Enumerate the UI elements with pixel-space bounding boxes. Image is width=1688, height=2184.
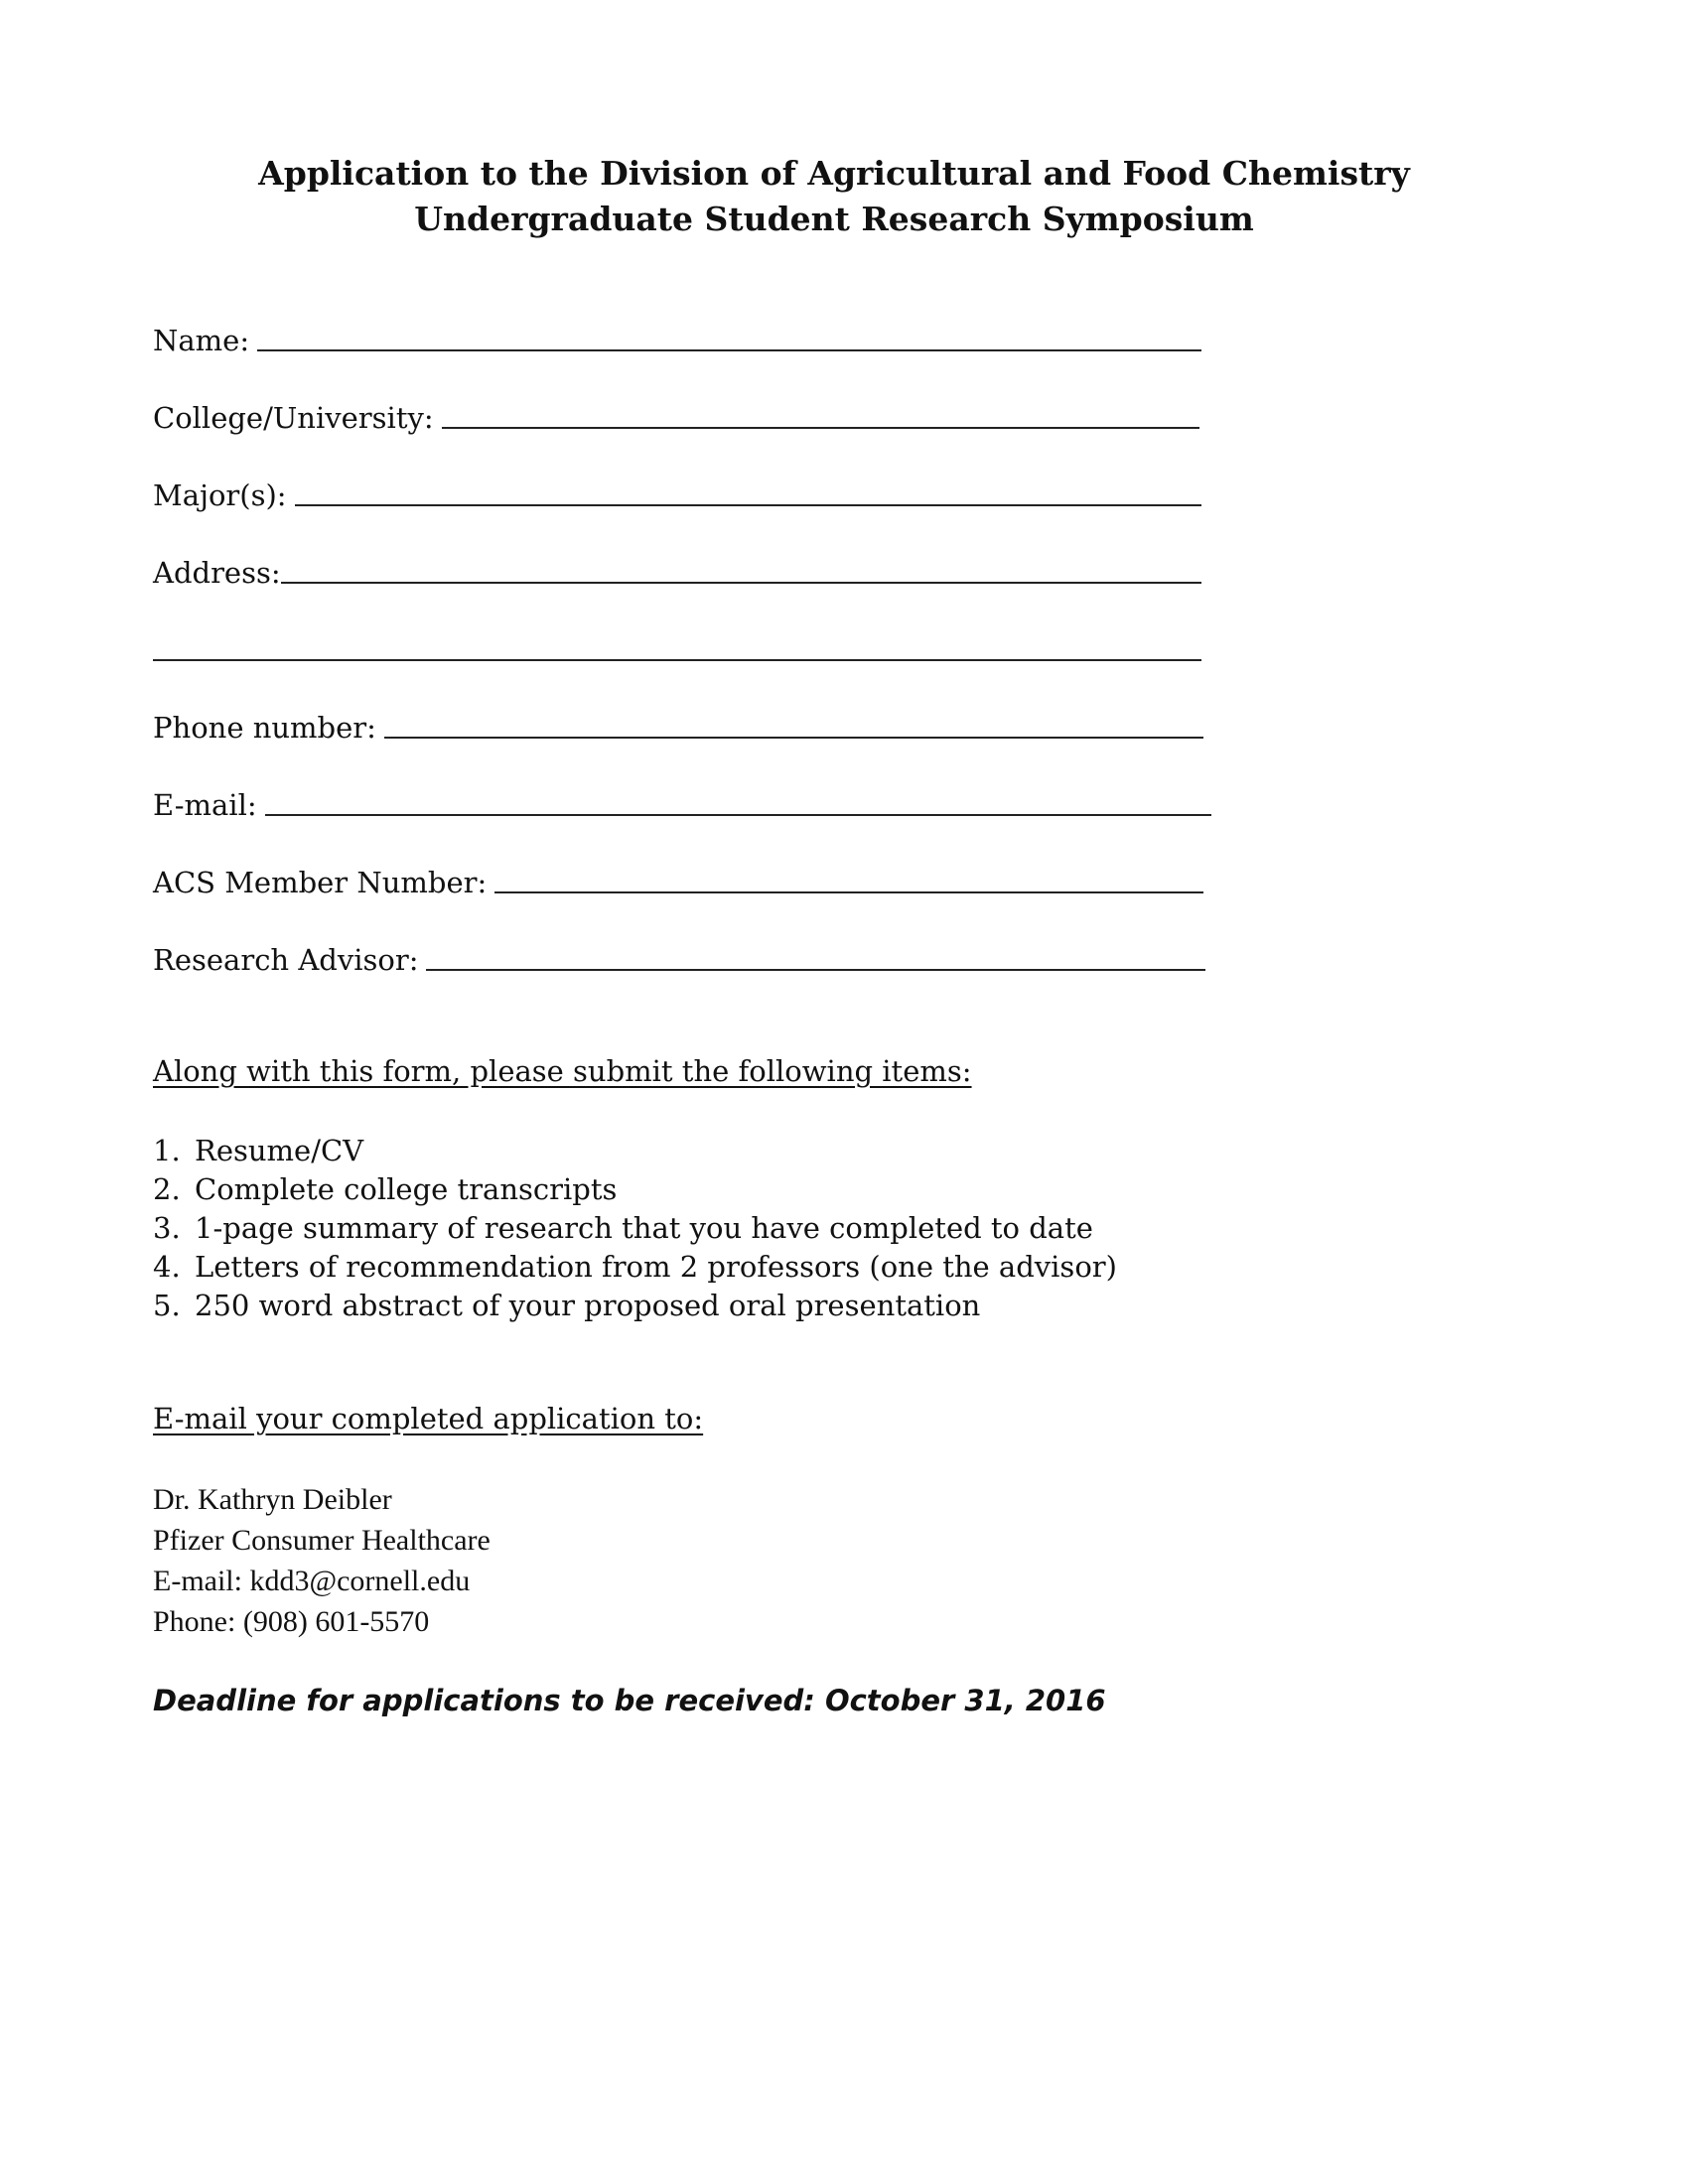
title-line-2: Undergraduate Student Research Symposium xyxy=(414,200,1254,238)
address-label: Address: xyxy=(153,556,281,590)
contact-organization: Pfizer Consumer Healthcare xyxy=(153,1524,491,1557)
majors-field[interactable] xyxy=(153,473,1201,512)
email-label: E-mail: xyxy=(153,788,257,822)
name-input-line[interactable] xyxy=(257,349,1201,351)
address-line-2-input[interactable] xyxy=(153,659,1201,661)
advisor-label: Research Advisor: xyxy=(153,943,419,977)
address-input-line[interactable] xyxy=(281,582,1201,584)
address-field[interactable] xyxy=(153,550,1201,590)
form-title xyxy=(0,151,1668,242)
college-label: College/University: xyxy=(153,401,434,435)
deadline-notice: Deadline for applications to be received: October 31, 2016 xyxy=(153,1684,1106,1717)
contact-phone: Phone: (908) 601-5570 xyxy=(153,1605,430,1638)
email-input-line[interactable] xyxy=(265,814,1211,816)
college-input-line[interactable] xyxy=(442,427,1199,429)
email-field[interactable] xyxy=(153,782,1211,822)
phone-label: Phone number: xyxy=(153,711,376,745)
acs-member-field[interactable] xyxy=(153,860,1203,899)
acs-member-label: ACS Member Number: xyxy=(153,866,488,899)
email-application-heading: E-mail your completed application to: xyxy=(153,1402,704,1435)
address-line-2-field[interactable] xyxy=(153,627,1201,667)
list-item: 5. 250 word abstract of your proposed oral presentation xyxy=(153,1289,981,1322)
college-field[interactable] xyxy=(153,395,1199,435)
contact-email[interactable]: E-mail: kdd3@cornell.edu xyxy=(153,1565,471,1597)
list-item: 3. 1-page summary of research that you have completed to date xyxy=(153,1211,1093,1245)
acs-member-input-line[interactable] xyxy=(494,891,1203,893)
name-label: Name: xyxy=(153,324,250,357)
contact-block xyxy=(153,1479,491,1642)
submit-items-heading: Along with this form, please submit the following items: xyxy=(153,1054,972,1088)
phone-input-line[interactable] xyxy=(384,737,1203,739)
majors-input-line[interactable] xyxy=(295,504,1201,506)
advisor-field[interactable] xyxy=(153,937,1205,977)
submit-items-list xyxy=(153,1132,1117,1325)
list-item: 1. Resume/CV xyxy=(153,1134,364,1167)
advisor-input-line[interactable] xyxy=(426,969,1205,971)
phone-field[interactable] xyxy=(153,705,1203,745)
contact-name: Dr. Kathryn Deibler xyxy=(153,1483,392,1516)
list-item: 4. Letters of recommendation from 2 professors (one the advisor) xyxy=(153,1250,1117,1284)
name-field[interactable] xyxy=(153,318,1201,357)
title-line-1: Application to the Division of Agricultural and Food Chemistry xyxy=(258,154,1410,193)
list-item: 2. Complete college transcripts xyxy=(153,1172,618,1206)
majors-label: Major(s): xyxy=(153,478,287,512)
